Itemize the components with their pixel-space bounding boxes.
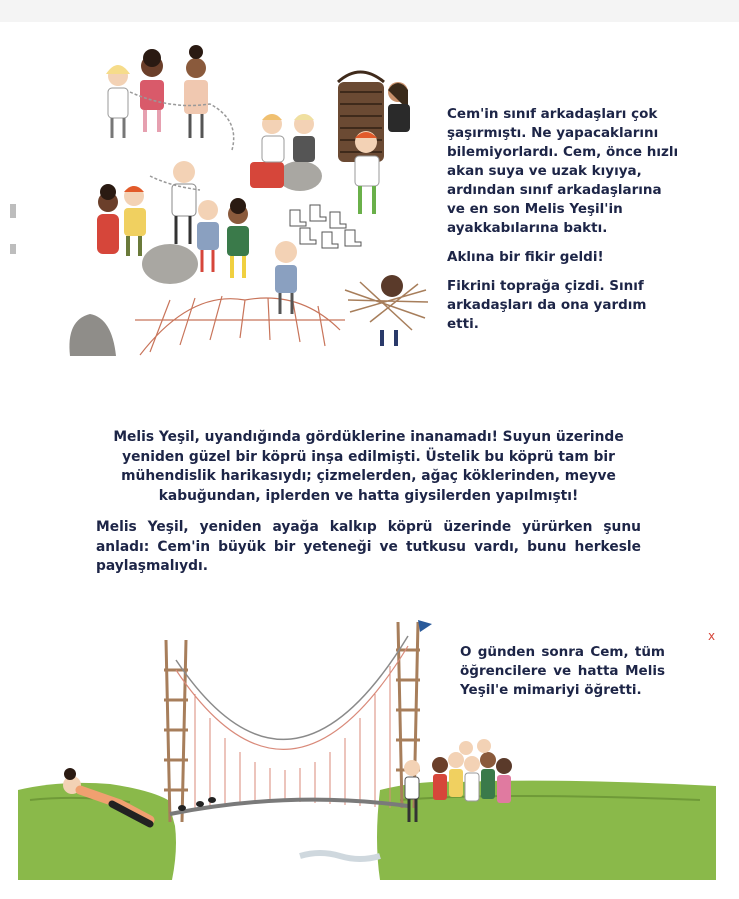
red-box-illustration bbox=[250, 162, 284, 188]
text-block-middle bbox=[96, 428, 641, 589]
children-group bbox=[432, 739, 512, 803]
paragraph: Melis Yeşil, yeniden ayağa kalkıp köprü üzerinde yürürken şunu anladı: Cem'in büyük bir yeteneği ve tutkusu vardı, bunu herkesle paylaşmalıydı. bbox=[96, 519, 641, 574]
child-figure bbox=[355, 131, 379, 214]
top-illustration bbox=[69, 45, 428, 356]
paragraph: Melis Yeşil, uyandığında gördüklerine inanamadı! Suyun üzerinde yeniden güzel bir köprü inşa edilmişti. Üstelik bu köprü tam bir mühendislik harikasıydı; çizmelerden, ağaç köklerinden, meyve kabuğundan, iplerden ve hatta giysilerden yapılmıştı! bbox=[113, 429, 624, 504]
page-edge-mark bbox=[10, 204, 16, 218]
child-figure bbox=[197, 200, 219, 272]
water-illustration bbox=[300, 853, 380, 859]
child-figure bbox=[262, 114, 284, 162]
rock-illustration bbox=[142, 244, 198, 284]
bridge-tower-left bbox=[164, 640, 188, 822]
child-figure bbox=[293, 114, 315, 162]
paragraph: Aklına bir fikir geldi! bbox=[447, 249, 604, 265]
child-figure bbox=[388, 82, 410, 132]
child-figure bbox=[97, 184, 119, 254]
rock-illustration bbox=[69, 314, 116, 356]
paragraph: O günden sonra Cem, tüm öğrencilere ve hatta Melis Yeşil'e mimariyi öğretti. bbox=[460, 644, 665, 698]
bridge-sketch bbox=[135, 296, 345, 355]
bridge-hangers bbox=[195, 666, 390, 808]
flag-icon bbox=[418, 620, 432, 632]
text-block-bottom bbox=[460, 643, 665, 710]
paragraph: Fikrini toprağa çizdi. Sınıf arkadaşları da ona yardım etti. bbox=[447, 278, 647, 332]
child-figure bbox=[106, 65, 130, 138]
child-figure bbox=[140, 49, 164, 132]
text-block-top bbox=[447, 105, 679, 344]
boots-illustration bbox=[290, 205, 361, 248]
child-figure bbox=[124, 186, 146, 256]
bridge-cable bbox=[176, 636, 408, 739]
bridge-cable bbox=[176, 646, 408, 749]
child-figure bbox=[184, 45, 208, 138]
rock-illustration bbox=[278, 161, 322, 191]
corner-mark: x bbox=[708, 629, 716, 643]
bridge-deck bbox=[170, 800, 408, 814]
child-figure bbox=[227, 198, 249, 278]
child-figure bbox=[172, 161, 196, 244]
paragraph: Cem'in sınıf arkadaşları çok şaşırmıştı. Ne yapacaklarını bilemiyorlardı. Cem, önce hızlı akan suya ve uzak kıyıya, ardından sınıf arkadaşlarına ve en son Melis Yeşil'in ayakkabılarına baktı. bbox=[447, 106, 679, 236]
page-edge-mark bbox=[10, 244, 16, 254]
